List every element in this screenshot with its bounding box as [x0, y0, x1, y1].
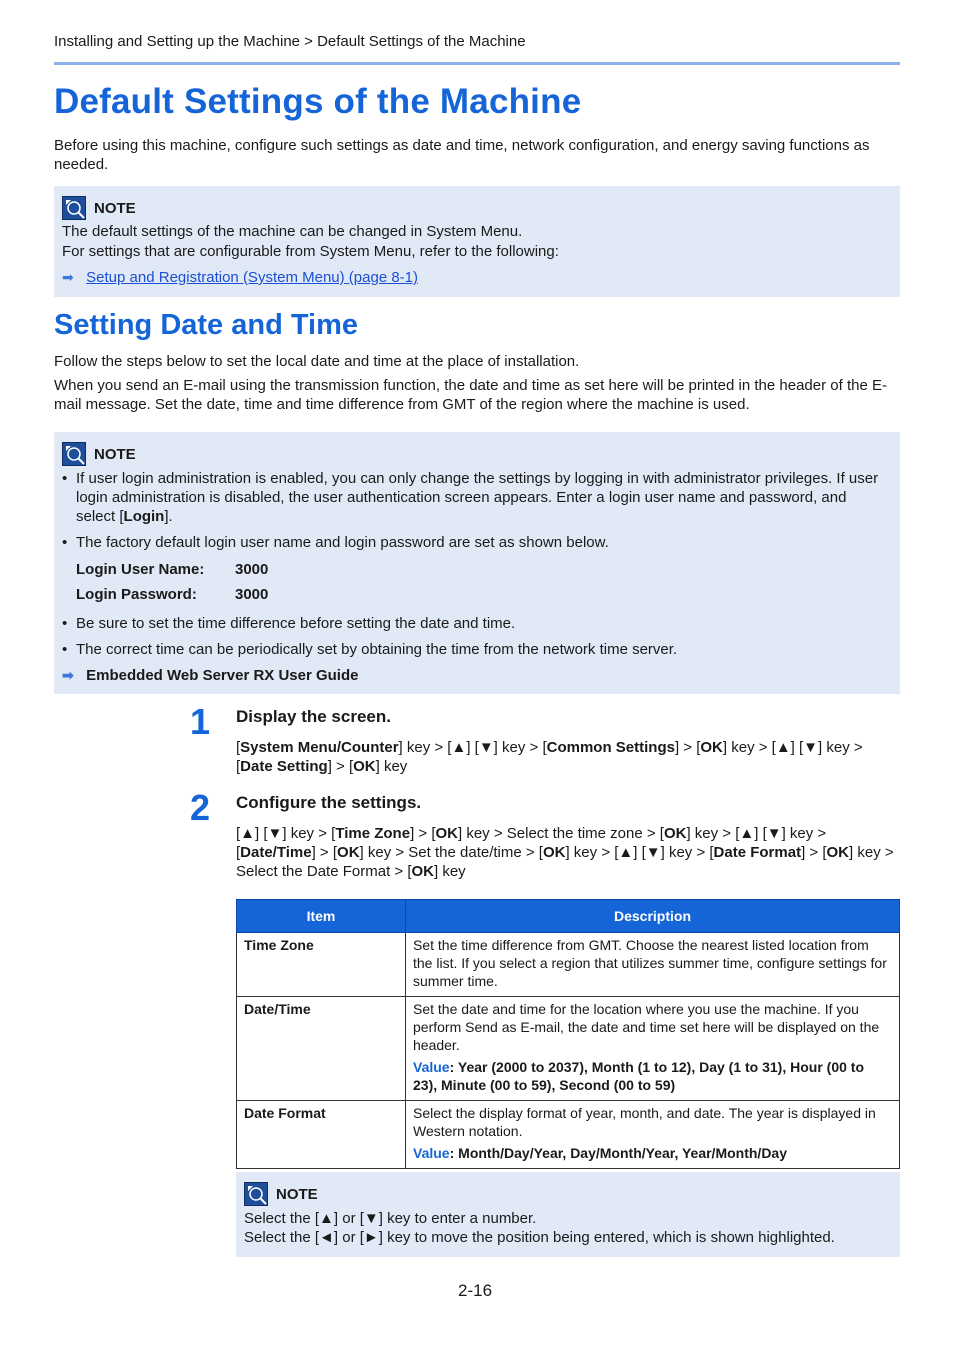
step-number: 2: [190, 787, 211, 828]
step-instructions: [System Menu/Counter] key > [▲] [▼] key > [Common Settings] > [OK] key > [▲] [▼] key > [Date Setting] > [OK] key: [236, 739, 863, 775]
note-icon: [244, 1182, 268, 1206]
section-title: Setting Date and Time: [54, 309, 359, 341]
table-cell-item: Date Format: [237, 1101, 406, 1169]
note-box-system-menu: [54, 186, 900, 297]
table-cell-description: Select the display format of year, month, and date. The year is displayed in Western notation. Value: Month/Day/Year, Day/Month/Year, Year/Month/Day: [406, 1101, 900, 1169]
step-title: Display the screen.: [236, 707, 391, 726]
web-server-guide-reference: Embedded Web Server RX User Guide: [86, 667, 359, 684]
note-box-keys: [236, 1172, 900, 1257]
table-row: [237, 933, 900, 997]
note-line: For settings that are configurable from System Menu, refer to the following:: [62, 243, 559, 260]
note-header: [62, 196, 136, 220]
note-line: The default settings of the machine can be changed in System Menu.: [62, 223, 523, 240]
step-title: Configure the settings.: [236, 793, 422, 812]
step-instructions: [▲] [▼] key > [Time Zone] > [OK] key > Select the time zone > [OK] key > [▲] [▼] key > [Date/Time] > [OK] key > Set the date/time > [OK] key > [▲] [▼] key > [Date Format] > [OK] key > Select the Date Format > [OK] key: [236, 825, 894, 880]
list-item: • Be sure to set the time difference before setting the date and time.: [54, 614, 889, 633]
note-bullet-list: [54, 469, 889, 559]
note-box-login: [54, 432, 900, 694]
note-line: Select the [◄] or [►] key to move the position being entered, which is shown highlighted.: [244, 1229, 835, 1246]
section-paragraph: Follow the steps below to set the local date and time at the place of installation.: [54, 353, 580, 370]
column-header-description: Description: [406, 900, 900, 933]
system-menu-link[interactable]: Setup and Registration (System Menu) (page 8-1): [86, 269, 419, 286]
table-cell-item: Time Zone: [237, 933, 406, 997]
note-label: NOTE: [276, 1185, 318, 1203]
arrow-right-icon: ➡: [62, 269, 74, 285]
intro-text: Before using this machine, configure such settings as date and time, network configuration, and energy saving functions as needed.: [54, 137, 870, 173]
section-paragraph: When you send an E-mail using the transmission function, the date and time as set here will be printed in the header of the E-mail message. Set the date, time and time difference from GMT of the region where the machine is used.: [54, 377, 887, 413]
table-cell-item: Date/Time: [237, 997, 406, 1101]
table-cell-description: Set the time difference from GMT. Choose the nearest listed location from the list. If you select a region that utilizes summer time, configure settings for summer time.: [406, 933, 900, 997]
note-icon: [62, 196, 86, 220]
step-number: 1: [190, 701, 211, 742]
note-label: NOTE: [94, 445, 136, 463]
note-reference: [62, 666, 358, 685]
login-password-value: 3000: [235, 586, 269, 603]
note-label: NOTE: [94, 199, 136, 217]
login-password-label: Login Password:: [76, 586, 197, 603]
header-rule: [54, 62, 900, 65]
note-reference: [62, 268, 418, 287]
column-header-item: Item: [237, 900, 406, 933]
note-header: [62, 442, 136, 466]
list-item: • The factory default login user name and login password are set as shown below.: [54, 533, 889, 552]
table-row: [237, 1101, 900, 1169]
login-user-name-label: Login User Name:: [76, 561, 205, 578]
breadcrumb: Installing and Setting up the Machine > Default Settings of the Machine: [54, 33, 526, 50]
page-number: 2-16: [458, 1281, 493, 1300]
table-header-row: [237, 900, 900, 933]
list-item: • If user login administration is enabled, you can only change the settings by logging in with administrator privileges. If user login administration is disabled, the user authentication screen appears. Enter a login user name and password, and select [Login].: [54, 469, 889, 526]
note-bullet-list: [54, 614, 889, 666]
login-user-name-value: 3000: [235, 561, 269, 578]
note-icon: [62, 442, 86, 466]
table-cell-description: Set the date and time for the location where you use the machine. If you perform Send as E-mail, the date and time set here will be displayed on the header. Value: Year (2000 to 2037), Month (1 to 12), Day (1 to 31), Hour (00 to 23), Minute (00 to 59), Second (00 to 59): [406, 997, 900, 1101]
table-row: [237, 997, 900, 1101]
arrow-right-icon: ➡: [62, 667, 74, 683]
settings-table: [236, 899, 900, 1169]
note-header: [244, 1182, 318, 1206]
list-item: • The correct time can be periodically set by obtaining the time from the network time server.: [54, 640, 889, 659]
note-line: Select the [▲] or [▼] key to enter a number.: [244, 1210, 537, 1227]
page-title: Default Settings of the Machine: [54, 82, 582, 121]
